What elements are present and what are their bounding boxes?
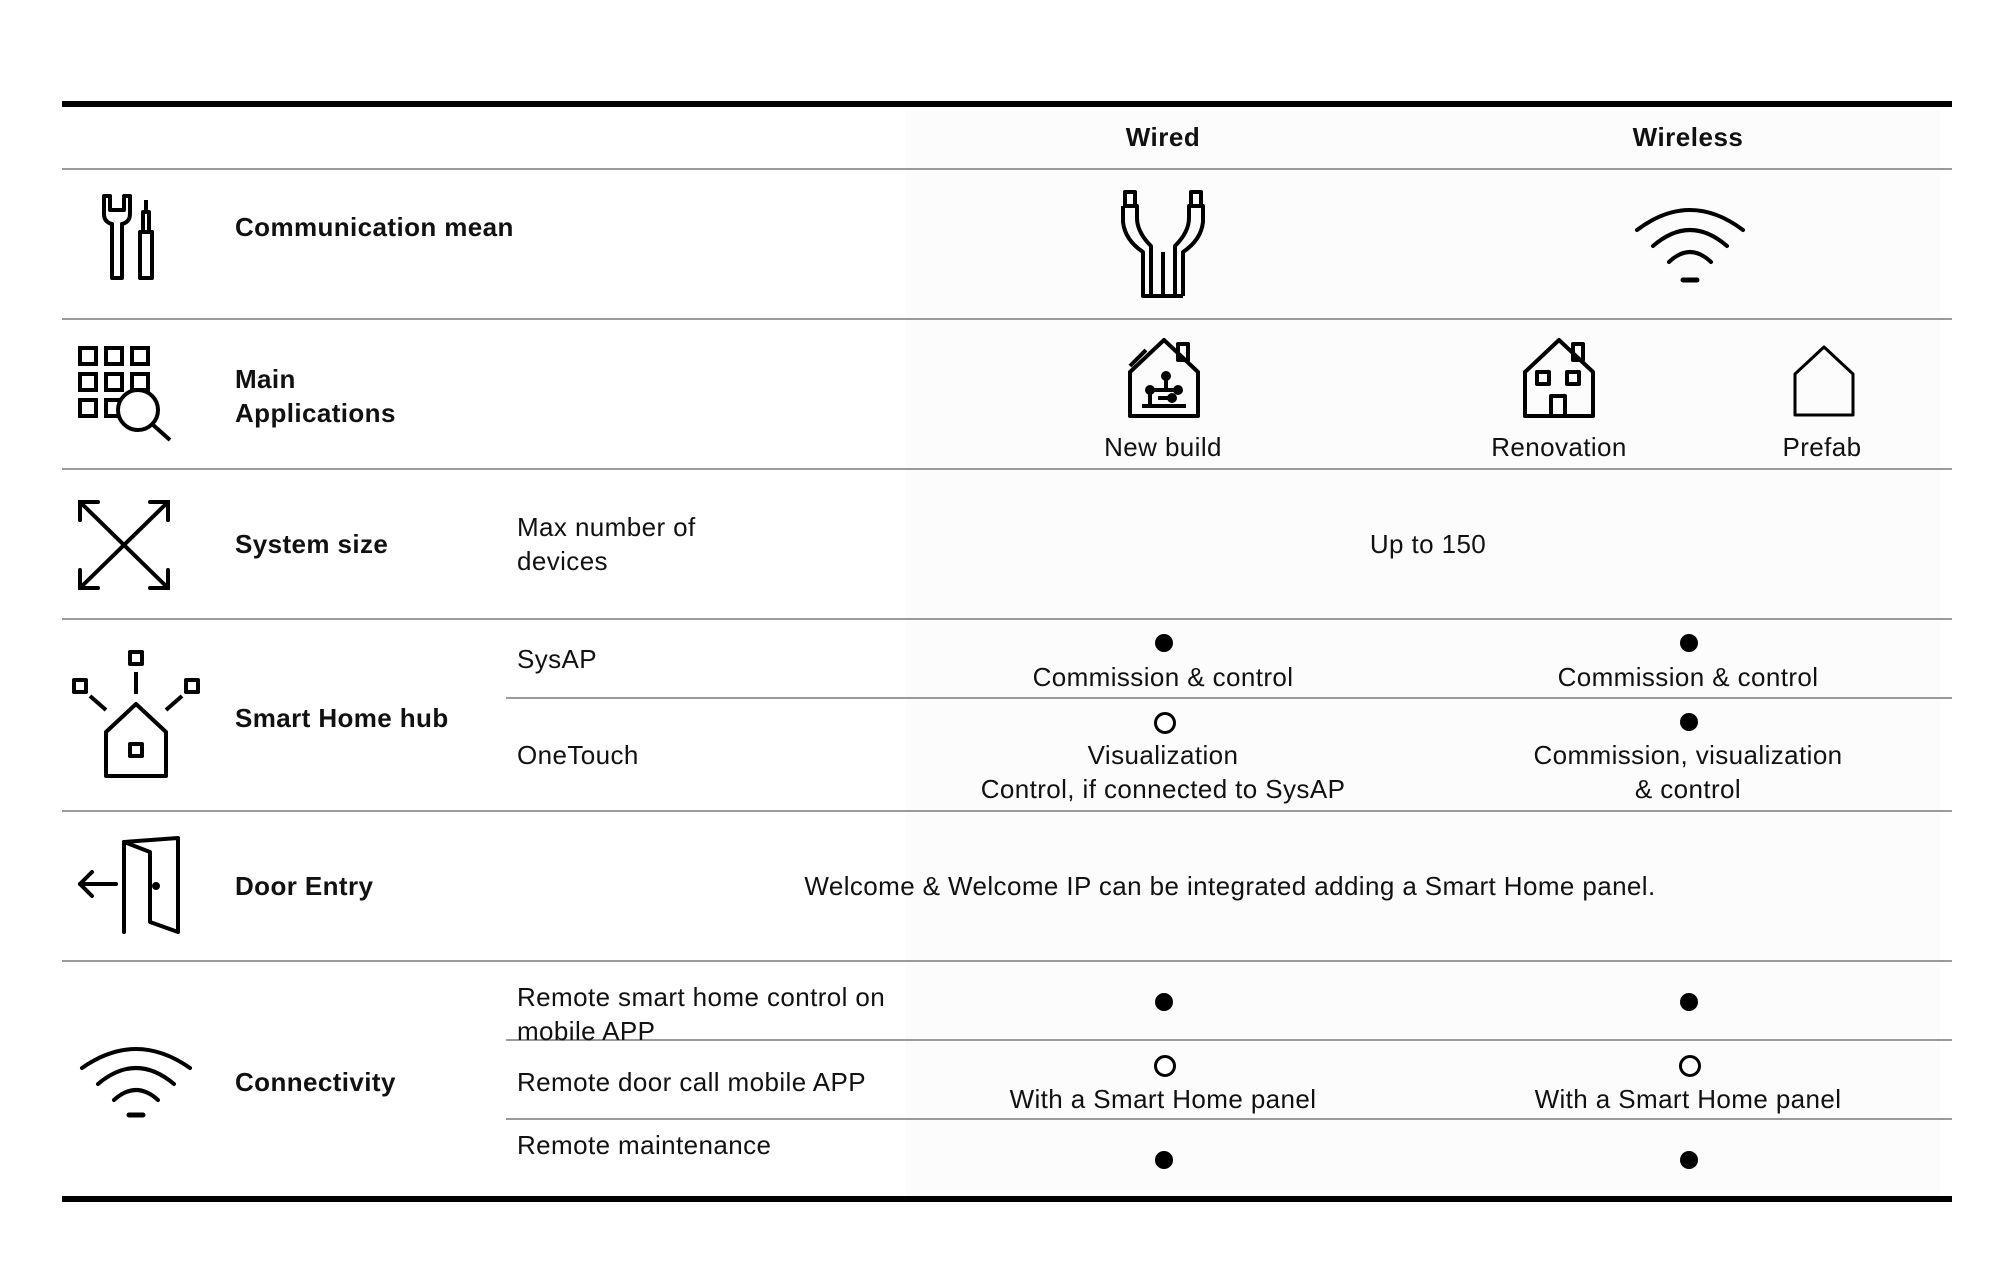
onetouch-wireless-line2: & control — [1634, 774, 1742, 804]
row-divider — [62, 318, 1952, 320]
row-label-connectivity: Connectivity — [235, 1067, 396, 1097]
onetouch-wired-line1: Visualization — [1087, 740, 1239, 770]
onetouch-wired-optional-ring — [1154, 712, 1176, 734]
prefab-house-icon — [1792, 344, 1856, 418]
apps-search-icon — [78, 346, 176, 442]
renovation-house-icon — [1521, 336, 1597, 420]
system-size-value: Up to 150 — [1369, 529, 1487, 559]
connectivity-wifi-icon — [78, 1040, 194, 1120]
door-call-wired-text: With a Smart Home panel — [1009, 1084, 1317, 1114]
row-divider — [62, 618, 1952, 620]
onetouch-wired-line2: Control, if connected to SysAP — [980, 774, 1346, 804]
table-bottom-rule — [62, 1196, 1952, 1202]
remote-maintenance-label: Remote maintenance — [517, 1130, 772, 1160]
app-prefab: Prefab — [1782, 432, 1862, 462]
app-new-build: New build — [1104, 432, 1222, 462]
door-call-wireless-optional-ring — [1679, 1055, 1701, 1077]
onetouch-wireless-supported-dot — [1680, 713, 1698, 731]
sysap-wireless-supported-dot — [1680, 634, 1698, 652]
door-call-wireless-text: With a Smart Home panel — [1534, 1084, 1842, 1114]
door-entry-icon — [76, 834, 182, 936]
wired-connector-icon — [1121, 188, 1205, 300]
row-label-smart-home-hub: Smart Home hub — [235, 703, 449, 733]
sysap-wired-text: Commission & control — [1032, 662, 1294, 692]
row-divider — [62, 468, 1952, 470]
row-divider — [62, 960, 1952, 962]
row-label-communication: Communication mean — [235, 212, 514, 242]
row-label-system-size: System size — [235, 529, 389, 559]
column-header-wired: Wired — [1125, 122, 1201, 152]
maintenance-wireless-supported-dot — [1680, 1151, 1698, 1169]
tools-icon — [100, 192, 160, 282]
door-call-wired-optional-ring — [1154, 1055, 1176, 1077]
maintenance-wired-supported-dot — [1155, 1151, 1173, 1169]
header-divider — [62, 168, 1952, 170]
subrow-divider — [506, 1118, 1952, 1120]
column-header-wireless: Wireless — [1632, 122, 1744, 152]
system-size-sub-label: Max number of devices — [517, 512, 696, 576]
row-label-applications: Main Applications — [235, 364, 396, 428]
app-renovation: Renovation — [1491, 432, 1627, 462]
row-label-door-entry: Door Entry — [235, 871, 374, 901]
onetouch-wireless-line1: Commission, visualization — [1533, 740, 1843, 770]
sysap-wired-supported-dot — [1155, 634, 1173, 652]
expand-arrows-icon — [76, 498, 172, 592]
table-top-rule — [62, 101, 1952, 107]
subrow-divider — [506, 697, 1952, 699]
onetouch-wired-text — [913, 738, 1413, 806]
remote-control-wired-supported-dot — [1155, 993, 1173, 1011]
remote-control-label: Remote smart home control on mobile APP — [517, 982, 886, 1046]
onetouch-wireless-text — [1438, 738, 1938, 806]
smart-home-hub-icon — [70, 650, 204, 780]
remote-control-wireless-supported-dot — [1680, 993, 1698, 1011]
wifi-icon — [1633, 200, 1747, 286]
sysap-wireless-text: Commission & control — [1557, 662, 1819, 692]
new-build-house-icon — [1126, 336, 1202, 420]
door-entry-value: Welcome & Welcome IP can be integrated adding a Smart Home panel. — [804, 871, 1656, 901]
hub-sysap-label: SysAP — [517, 644, 598, 674]
row-divider — [62, 810, 1952, 812]
hub-onetouch-label: OneTouch — [517, 740, 639, 770]
door-call-label: Remote door call mobile APP — [517, 1067, 866, 1097]
